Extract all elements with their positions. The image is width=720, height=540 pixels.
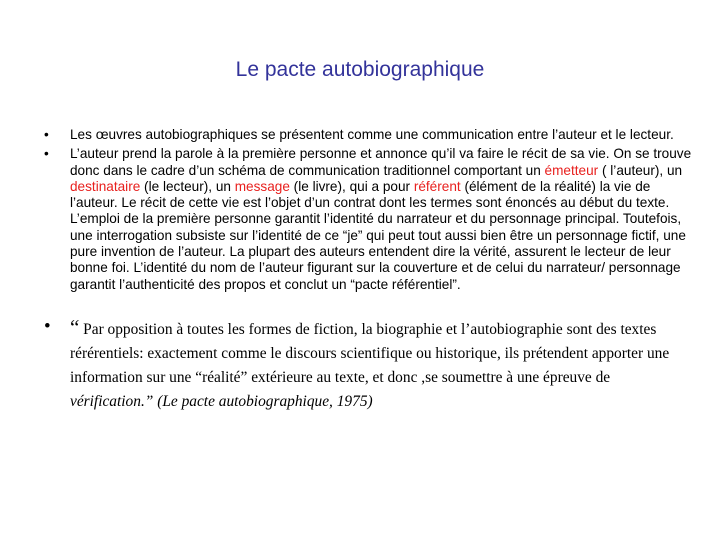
quote-citation: vérification.” (Le pacte autobiographique, 1975) bbox=[70, 392, 373, 410]
bullet-marker: • bbox=[44, 146, 49, 162]
bullet-item-1 bbox=[44, 127, 694, 143]
highlight-destinataire: destinataire bbox=[70, 178, 141, 194]
bullet-2-text-part3: (le lecteur), un bbox=[140, 178, 235, 194]
highlight-message: message bbox=[234, 178, 290, 194]
quote-text: Par opposition à toutes les formes de fiction, la biographie et l’autobiographie sont des textes rérérentiels: exactement comme le discours scientifique ou historique, ils prétendent apporter une information sur une “réalité” extérieure au texte, et donc ,se soumettre à une épreuve de bbox=[70, 320, 670, 386]
bullet-item-3-quote bbox=[44, 315, 694, 414]
opening-quote-mark: “ bbox=[70, 314, 80, 339]
bullet-2-text-part2: ( l’auteur), un bbox=[598, 162, 683, 178]
bullet-2-text-part4: (le livre), qui a pour bbox=[289, 178, 414, 194]
slide-title: Le pacte autobiographique bbox=[235, 58, 485, 81]
bullet-2-text-part1: L’auteur prend la parole à la première personne et annonce qu’il va faire le récit de sa vie. On se trouve donc dans le cadre d’un schéma de communication traditionnel comportant un bbox=[70, 146, 692, 178]
bullet-marker: • bbox=[44, 127, 49, 142]
bullet-item-2 bbox=[44, 146, 694, 293]
bullet-1-text: Les œuvres autobiographiques se présentent comme une communication entre l’auteur et le lecteur. bbox=[70, 127, 674, 142]
bullet-marker: • bbox=[44, 315, 51, 337]
bullet-list bbox=[44, 127, 694, 414]
bullet-2-text-part5: (élément de la réalité) la vie de l’auteur. Le récit de cette vie est l’objet d’un contrat dont les termes sont énoncés au début du texte. L’emploi de la première personne garantit l’identité du narrateur et du personnage principal. Toutefois, une interrogation subsiste sur l’identité de ce “je” qui peut tout aussi bien être un personnage fictif, une pure invention de l’auteur. La plupart des auteurs entendent dire la vérité, assurent le lecteur de leur bonne foi. L’identité du nom de l’auteur figurant sur la couverture et de celui du narrateur/ personnage garantit l’authenticité des propos et conclut un “pacte référentiel”. bbox=[70, 178, 686, 292]
highlight-emetteur: émetteur bbox=[544, 162, 599, 178]
highlight-referent: référent bbox=[413, 178, 461, 194]
